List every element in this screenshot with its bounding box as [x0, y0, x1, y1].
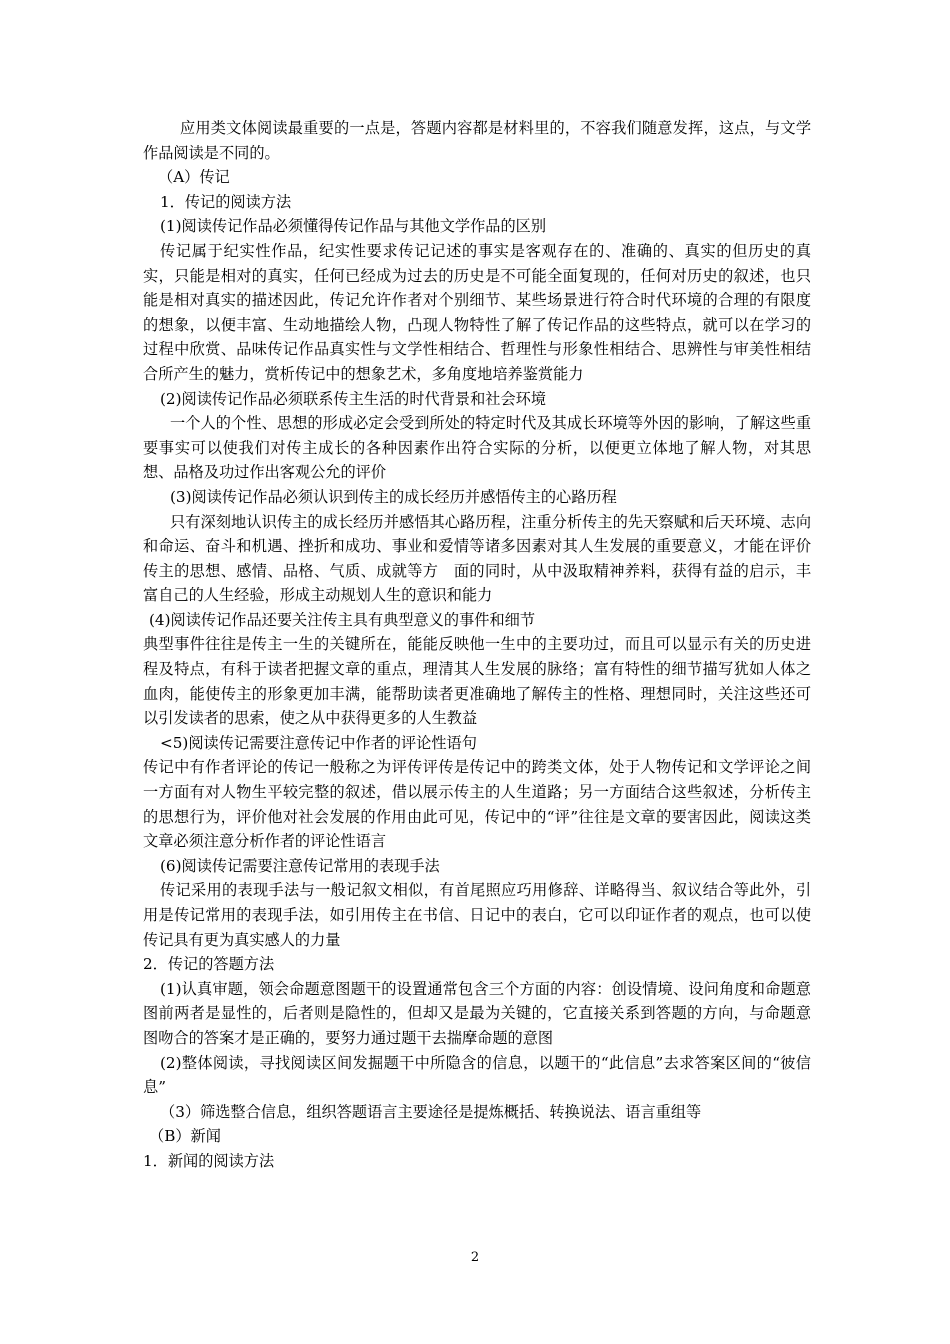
point-heading-4: (4)阅读传记作品还要关注传主具有典型意义的事件和细节	[149, 610, 536, 629]
paragraph-intro: 应用类文体阅读最重要的一点是，答题内容都是材料里的，不容我们随意发挥，这点，与文学作品阅读是不同的。	[143, 119, 811, 162]
paragraph-point-1: 传记属于纪实性作品，纪实性要求传记记述的事实是客观存在的、准确的、真实的但历史的真实，只能是相对的真实，任何已经成为过去的历史是不可能全面复现的，任何对历史的叙述，也只能是相对真实的描述因此，传记允许作者对个别细节、某些场景进行符合时代环境的合理的有限度的想象，以便丰富、生动地描绘人物，凸现人物特性了解了传记作品的这些特点，就可以在学习的过程中欣赏、品味传记作品真实性与文学性相结合、哲理性与形象性相结合、思辨性与审美性相结合所产生的魅力，赏析传记中的想象艺术，多角度地培养鉴赏能力	[143, 241, 811, 383]
subheading-answer-methods: 2．传记的答题方法	[143, 955, 275, 974]
page-number: 2	[470, 1250, 480, 1265]
paragraph-point-2: 一个人的个性、思想的形成必定会受到所处的特定时代及其成长环境等外因的影响，了解这些重要事实可以使我们对传主成长的各种因素作出符合实际的分析，以便更立体地了解人物，对其思想、品格及功过作出客观公允的评价	[143, 414, 811, 482]
paragraph-point-4: 典型事件往往是传主一生的关键所在，能能反映他一生中的主要功过，而且可以显示有关的历史进程及特点，有科于读者把握文章的重点，理清其人生发展的脉络；富有特性的细节描写犹如人体之血肉，能使传主的形象更加丰满，能帮助读者更准确地了解传主的性格、理想同时，关注这些还可以引发读者的思索，使之从中获得更多的人生教益	[143, 635, 811, 728]
answer-step-2: (2)整体阅读，寻找阅读区间发掘题干中所隐含的信息，以题干的“此信息”去求答案区间的“彼信息”	[143, 1053, 811, 1097]
paragraph-point-5: 传记中有作者评论的传记一般称之为评传评传是传记中的跨类文体，处于人物传记和文学评论之间一方面有对人物生平较完整的叙述，借以展示传主的人生道路；另一方面结合这些叙述，分析传主的思想行为，评价他对社会发展的作用由此可见，传记中的“评”往往是文章的要害因此，阅读这类文章必须注意分析作者的评论性语言	[143, 758, 811, 851]
document-body	[143, 116, 811, 1174]
paragraph-point-6: 传记采用的表现手法与一般记叙文相似，有首尾照应巧用修辞、详略得当、叙议结合等此外，引用是传记常用的表现手法，如引用传主在书信、日记中的表白，它可以印证作者的观点，也可以使传记具有更为真实感人的力量	[143, 881, 811, 949]
section-heading-biography: （A）传记	[158, 168, 230, 187]
section-heading-news: （B）新闻	[149, 1127, 221, 1146]
paragraph-point-3: 只有深刻地认识传主的成长经历并感悟其心路历程，注重分析传主的先天察赋和后天环境、志向和命运、奋斗和机遇、挫折和成功、事业和爱情等诸多因素对其人生发展的重要意义，才能在评价传主的思想、感情、品格、气质、成就等方 面的同时，从中汲取精神养料，获得有益的启示，丰富自己的人生经验，形成主动规划人生的意识和能力	[143, 512, 811, 605]
point-heading-6: (6)阅读传记需要注意传记常用的表现手法	[160, 856, 440, 875]
subheading-reading-methods: 1．传记的阅读方法	[160, 192, 292, 211]
answer-step-3: （3）筛选整合信息，组织答题语言主要途径是提炼概括、转换说法、语言重组等	[160, 1102, 702, 1121]
answer-step-1: (1)认真审题，领会命题意图题干的设置通常包含三个方面的内容：创设情境、设问角度和命题意图前两者是显性的，后者则是隐性的，但却又是最为关键的，它直接关系到答题的方向，与命题意图吻合的答案才是正确的，要努力通过题干去揣摩命题的意图	[143, 979, 811, 1047]
subheading-news-methods: 1．新闻的阅读方法	[143, 1151, 275, 1170]
point-heading-1: (1)阅读传记作品必须懂得传记作品与其他文学作品的区别	[160, 217, 547, 236]
point-heading-5: <5)阅读传记需要注意传记中作者的评论性语句	[160, 733, 477, 752]
point-heading-2: (2)阅读传记作品必须联系传主生活的时代背景和社会环境	[160, 389, 547, 408]
point-heading-3: (3)阅读传记作品必须认识到传主的成长经历并感悟传主的心路历程	[170, 487, 617, 506]
